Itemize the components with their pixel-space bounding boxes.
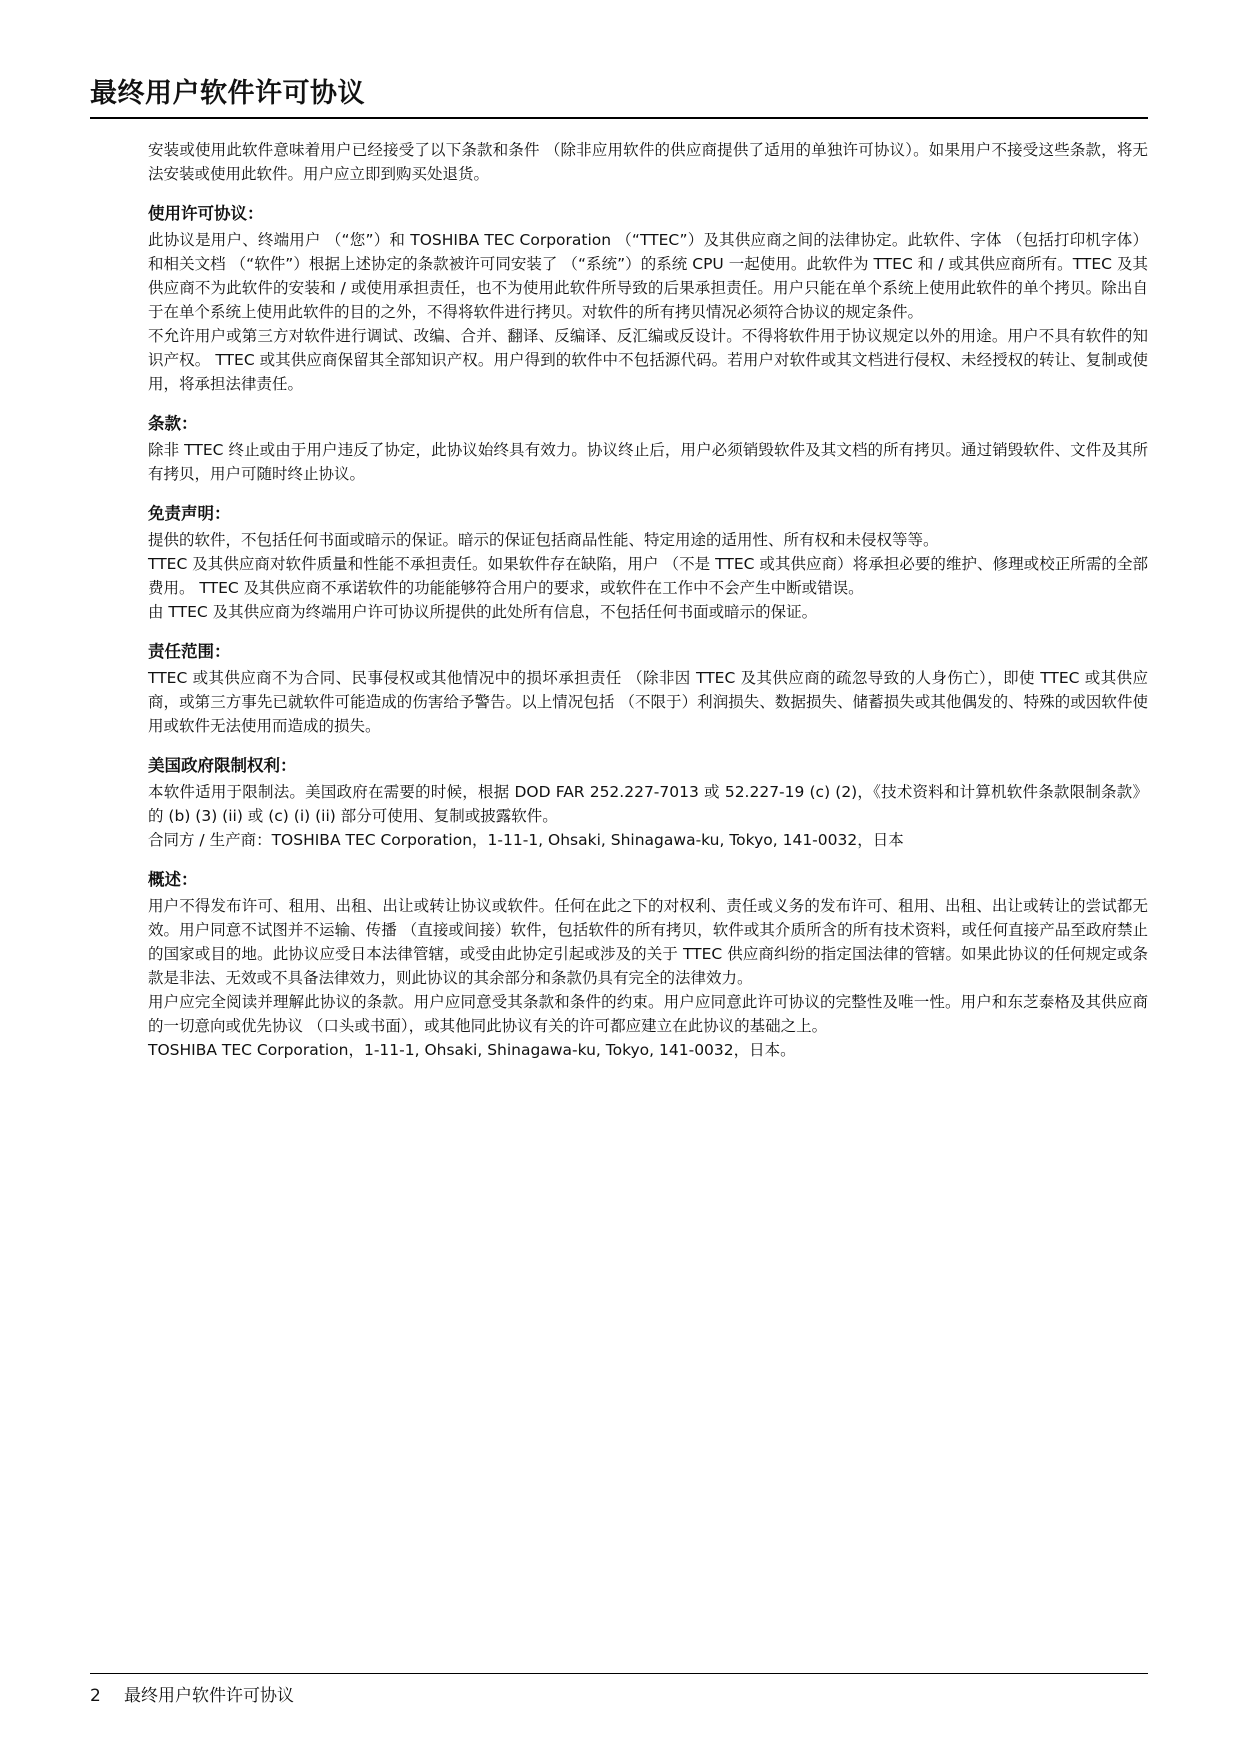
section-paragraph: 此协议是用户、终端用户 （“您”）和 TOSHIBA TEC Corporation （“TTEC”）及其供应商之间的法律协定。此软件、字体 （包括打印机字体）和相关文档 （“软件”）根据上述协定的条款被许可同安装了 （“系统”）的系统 CPU 一起使用。此软件为 TTEC 和 / 或其供应商所有。TTEC 及其供应商不为此软件的安装和 / 或使用承担责任，也不为使用此软件所导致的后果承担责任。用户只能在单个系统上使用此软件的单个拷贝。除出自于在单个系统上使用此软件的目的之外，不得将软件进行拷贝。对软件的所有拷贝情况必须符合协议的规定条件。 [148,231,1148,321]
page-title: 最终用户软件许可协议 [90,78,365,109]
section-paragraph: 由 TTEC 及其供应商为终端用户许可协议所提供的此处所有信息，不包括任何书面或暗示的保证。 [148,603,818,621]
section-paragraph: 不允许用户或第三方对软件进行调试、改编、合并、翻译、反编译、反汇编或反设计。不得将软件用于协议规定以外的用途。用户不具有软件的知识产权。 TTEC 或其供应商保留其全部知识产权。用户得到的软件中不包括源代码。若用户对软件或其文档进行侵权、未经授权的转让、复制或使用，将承担法律责任。 [148,327,1148,393]
section-heading: 免责声明： [148,504,231,523]
section-heading: 概述： [148,870,198,889]
section-terms [148,412,1148,486]
section-liability [148,640,1148,738]
section-paragraph: TTEC 及其供应商对软件质量和性能不承担责任。如果软件存在缺陷，用户 （不是 TTEC 或其供应商）将承担必要的维护、修理或校正所需的全部费用。 TTEC 及其供应商不承诺软件的功能能够符合用户的要求，或软件在工作中不会产生中断或错误。 [148,555,1148,597]
section-paragraph: 除非 TTEC 终止或由于用户违反了协定，此协议始终具有效力。协议终止后，用户必须销毁软件及其文档的所有拷贝。通过销毁软件、文件及其所有拷贝，用户可随时终止协议。 [148,441,1148,483]
section-disclaimer [148,502,1148,624]
page-footer [90,1684,294,1708]
section-general [148,868,1148,1062]
page-number: 2 [90,1686,101,1706]
section-heading: 条款： [148,414,198,433]
section-us-government [148,754,1148,852]
section-license [148,202,1148,396]
section-heading: 美国政府限制权利： [148,756,297,775]
section-paragraph: 用户应完全阅读并理解此协议的条款。用户应同意受其条款和条件的约束。用户应同意此许可协议的完整性及唯一性。用户和东芝泰格及其供应商的一切意向或优先协议 （口头或书面），或其他同此协议有关的许可都应建立在此协议的基础之上。 [148,993,1148,1035]
section-paragraph: 合同方 / 生产商：TOSHIBA TEC Corporation，1-11-1, Ohsaki, Shinagawa-ku, Tokyo, 141-0032，日本 [148,831,904,849]
title-divider [90,117,1148,119]
section-paragraph: 本软件适用于限制法。美国政府在需要的时候，根据 DOD FAR 252.227-7013 或 52.227-19 (c) (2)，《技术资料和计算机软件条款限制条款》的 (b) (3) (ii) 或 (c) (i) (ii) 部分可使用、复制或披露软件。 [148,783,1148,825]
section-heading: 使用许可协议： [148,204,264,223]
intro-paragraph: 安装或使用此软件意味着用户已经接受了以下条款和条件 （除非应用软件的供应商提供了适用的单独许可协议）。如果用户不接受这些条款，将无法安装或使用此软件。用户应立即到购买处退货。 [148,141,1148,183]
section-paragraph: 提供的软件，不包括任何书面或暗示的保证。暗示的保证包括商品性能、特定用途的适用性、所有权和未侵权等等。 [148,531,939,549]
footer-divider [90,1673,1148,1674]
section-paragraph: TOSHIBA TEC Corporation，1-11-1, Ohsaki, Shinagawa-ku, Tokyo, 141-0032，日本。 [148,1041,796,1059]
section-paragraph: 用户不得发布许可、租用、出租、出让或转让协议或软件。任何在此之下的对权利、责任或义务的发布许可、租用、出租、出让或转让的尝试都无效。用户同意不试图并不运输、传播 （直接或间接）软件，包括软件的所有拷贝，软件或其介质所含的所有技术资料，或任何直接产品至政府禁止的国家或目的地。此协议应受日本法律管辖，或受由此协定引起或涉及的关于 TTEC 供应商纠纷的指定国法律的管辖。如果此协议的任何规定或条款是非法、无效或不具备法律效力，则此协议的其余部分和条款仍具有完全的法律效力。 [148,897,1148,987]
footer-title: 最终用户软件许可协议 [124,1686,294,1706]
document-body [148,138,1148,1062]
section-heading: 责任范围： [148,642,231,661]
section-paragraph: TTEC 或其供应商不为合同、民事侵权或其他情况中的损坏承担责任 （除非因 TTEC 及其供应商的疏忽导致的人身伤亡），即使 TTEC 或其供应商，或第三方事先已就软件可能造成的伤害给予警告。以上情况包括 （不限于）利润损失、数据损失、储蓄损失或其他偶发的、特殊的或因软件使用或软件无法使用而造成的损失。 [148,669,1148,735]
